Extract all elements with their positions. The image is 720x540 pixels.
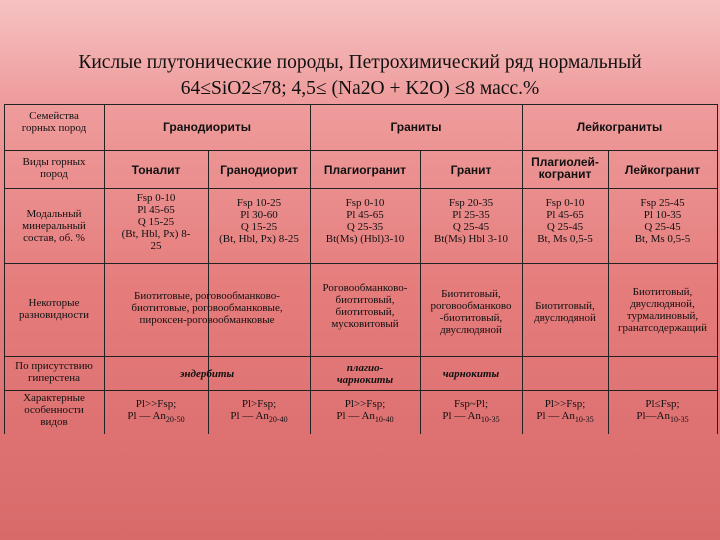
modal-tonalite: Fsp 0-10 Pl 45-65 Q 15-25 (Bt, Hbl, Px) 8- 25 (121, 192, 191, 252)
varieties-plagioleucogranite: Биотитовый, двуслюдяной (534, 300, 596, 324)
features-plagiogranite: Pl>>Fsp; Pl — $An_{10-40}$ (336, 398, 394, 425)
family-leucogranites: Лейкограниты (576, 120, 663, 134)
varieties-leucogranite: Биотитовый, двуслюдяной, турмалиновый, гранатсодержащий (617, 286, 708, 334)
species-tonalite: Тоналит (131, 163, 181, 177)
modal-plagiogranite: Fsp 0-10 Pl 45-65 Q 25-35 Bt(Ms) (Hbl)3-10 (325, 197, 405, 245)
features-leucogranite: Pl≤Fsp; $Pl—An_{10-35}$ (636, 398, 689, 425)
family-granodiorites: Гранодиориты (163, 120, 251, 134)
species-leucogranite: Лейкогранит (624, 163, 701, 177)
features-granodiorite: Pl>Fsp; Pl — $An_{20-40}$ (230, 398, 288, 425)
table-border-top (4, 104, 718, 105)
modal-plagioleucogranite: Fsp 0-10 Pl 45-65 Q 25-45 Bt, Ms 0,5-5 (537, 197, 593, 245)
varieties-tonalite-granodiorite: Биотитовые, роговообманково- биотитовые, роговообманковые, пироксен-роговообманковые (131, 290, 283, 326)
row-divider (4, 390, 718, 391)
row-divider (4, 356, 718, 357)
row-header-varieties: Некоторые разновидности (18, 297, 90, 321)
family-granites: Граниты (390, 120, 442, 134)
page-title (0, 50, 720, 102)
row-divider (4, 150, 718, 151)
species-plagioleucogranite: Плагиолей- когранит (531, 155, 599, 181)
row-header-features: Характерные особенности видов (23, 392, 85, 428)
column-divider (717, 104, 718, 434)
column-divider (104, 104, 105, 434)
features-tonalite: Pl>>Fsp; Pl — $An_{20-50}$ (127, 398, 185, 425)
hypersthene-charnockites: чарнокиты (442, 368, 500, 380)
row-header-hypersthene: По присутствию гиперстена (15, 360, 93, 384)
features-plagioleucogranite: Pl>>Fsp; Pl — $An_{10-35}$ (536, 398, 594, 425)
hypersthene-plagiocharnockites: плагио- чарнокиты (336, 362, 394, 386)
column-divider (4, 104, 5, 434)
modal-granite: Fsp 20-35 Pl 25-35 Q 25-45 Bt(Ms) Hbl 3-10 (434, 197, 508, 245)
row-header-species: Виды горных пород (22, 156, 86, 180)
species-plagiogranite: Плагиогранит (323, 163, 407, 177)
varieties-plagiogranite: Роговообманково- биотитовый, биотитовый, мусковитовый (322, 282, 408, 330)
features-granite: Fsp~Pl; Pl — $An_{10-35}$ (442, 398, 500, 425)
modal-granodiorite: Fsp 10-25 Pl 30-60 Q 15-25 (Bt, Hbl, Px) 8-25 (219, 197, 299, 245)
row-header-modal: Модальный минеральный состав, об. % (22, 208, 86, 244)
varieties-granite: Биотитовый, роговообманково -биотитовый, двуслюдяной (430, 288, 512, 336)
modal-leucogranite: Fsp 25-45 Pl 10-35 Q 25-45 Bt, Ms 0,5-5 (634, 197, 691, 245)
row-divider (4, 188, 718, 189)
species-granite: Гранит (450, 163, 492, 177)
hypersthene-enderbites: эндербиты (179, 368, 235, 380)
row-header-families: Семейства горных пород (21, 110, 87, 134)
species-granodiorite: Гранодиорит (220, 163, 298, 177)
title-line-1: Кислые плутонические породы, Петрохимический ряд нормальный (78, 52, 642, 73)
column-divider (522, 104, 523, 434)
row-divider (4, 263, 718, 264)
title-line-2: 64≤SiO2≤78; 4,5≤ (Na2O + K2O) ≤8 масс.% (180, 78, 540, 99)
